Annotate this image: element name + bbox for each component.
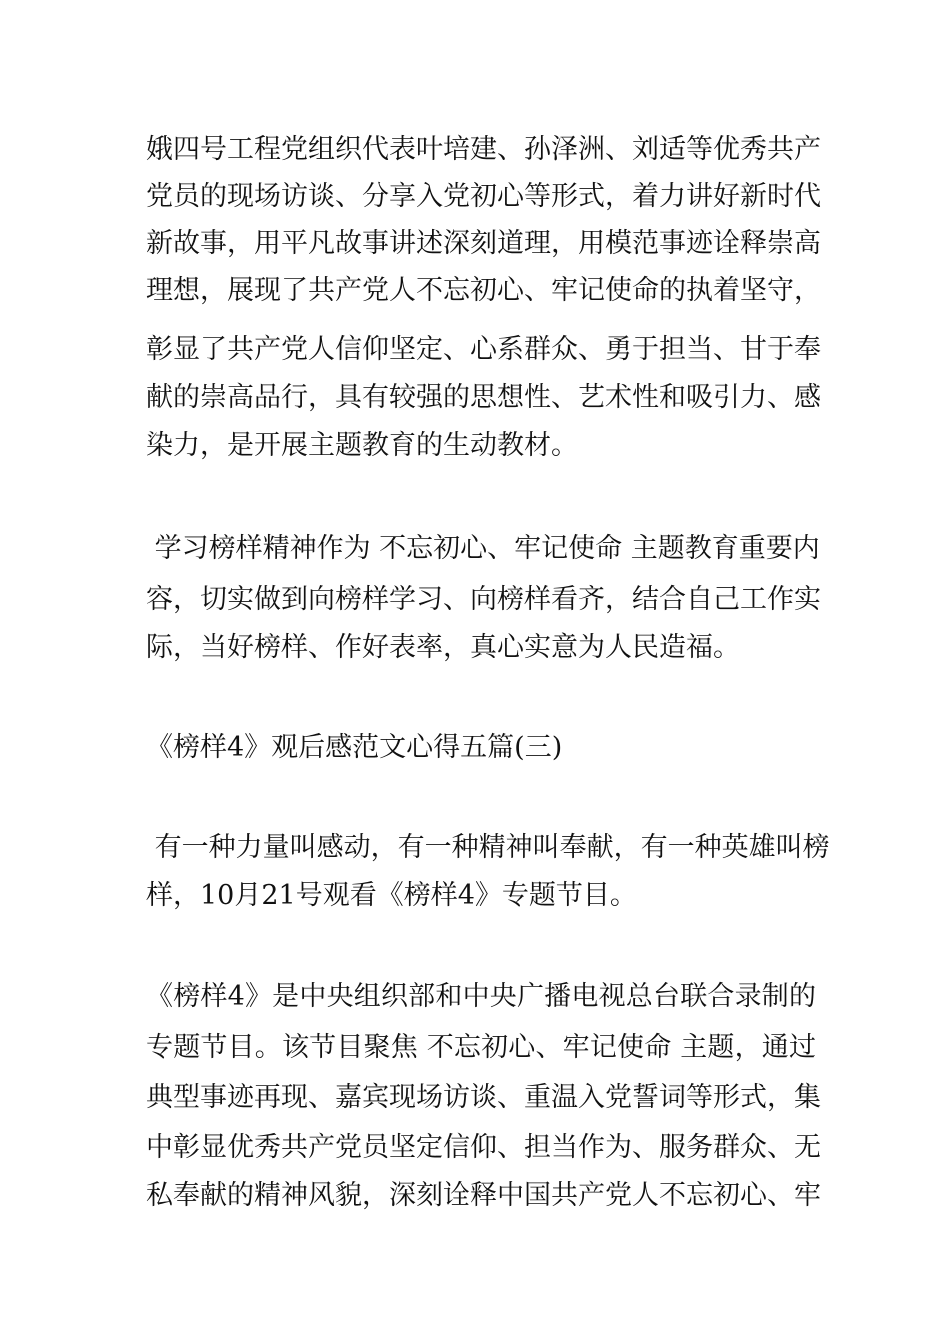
paragraph-2-line-2: 容，切实做到向榜样学习、向榜样看齐，结合自己工作实 [146,584,821,615]
paragraph-2-line-3: 际，当好榜样、作好表率，真心实意为人民造福。 [146,632,740,663]
paragraph-1-line-6: 献的崇高品行，具有较强的思想性、艺术性和吸引力、感 [146,382,821,413]
paragraph-1-line-7: 染力，是开展主题教育的生动教材。 [146,430,578,461]
section-heading: 《榜样4》观后感范文心得五篇(三) [146,732,563,763]
paragraph-5-line-1: 《榜样4》是中央组织部和中央广播电视总台联合录制的 [146,981,816,1012]
paragraph-5-line-2: 专题节目。该节目聚焦 不忘初心、牢记使命 主题，通过 [146,1032,816,1063]
paragraph-1-line-5: 彰显了共产党人信仰坚定、心系群众、勇于担当、甘于奉 [146,334,821,365]
paragraph-5-line-4: 中彰显优秀共产党员坚定信仰、担当作为、服务群众、无 [146,1132,821,1163]
paragraph-2-line-1: 学习榜样精神作为 不忘初心、牢记使命 主题教育重要内 [146,533,820,564]
paragraph-5-line-3: 典型事迹再现、嘉宾现场访谈、重温入党誓词等形式，集 [146,1082,821,1113]
paragraph-1-line-1: 娥四号工程党组织代表叶培建、孙泽洲、刘适等优秀共产 [146,134,821,165]
paragraph-5-line-5: 私奉献的精神风貌，深刻诠释中国共产党人不忘初心、牢 [146,1180,821,1211]
paragraph-4-line-1: 有一种力量叫感动，有一种精神叫奉献，有一种英雄叫榜 [146,832,830,863]
paragraph-1-line-4: 理想，展现了共产党人不忘初心、牢记使命的执着坚守， [146,275,821,306]
paragraph-4-line-2: 样，10月21号观看《榜样4》专题节目。 [146,880,637,911]
paragraph-1-line-2: 党员的现场访谈、分享入党初心等形式，着力讲好新时代 [146,181,821,212]
paragraph-1-line-3: 新故事，用平凡故事讲述深刻道理，用模范事迹诠释崇高 [146,228,821,259]
